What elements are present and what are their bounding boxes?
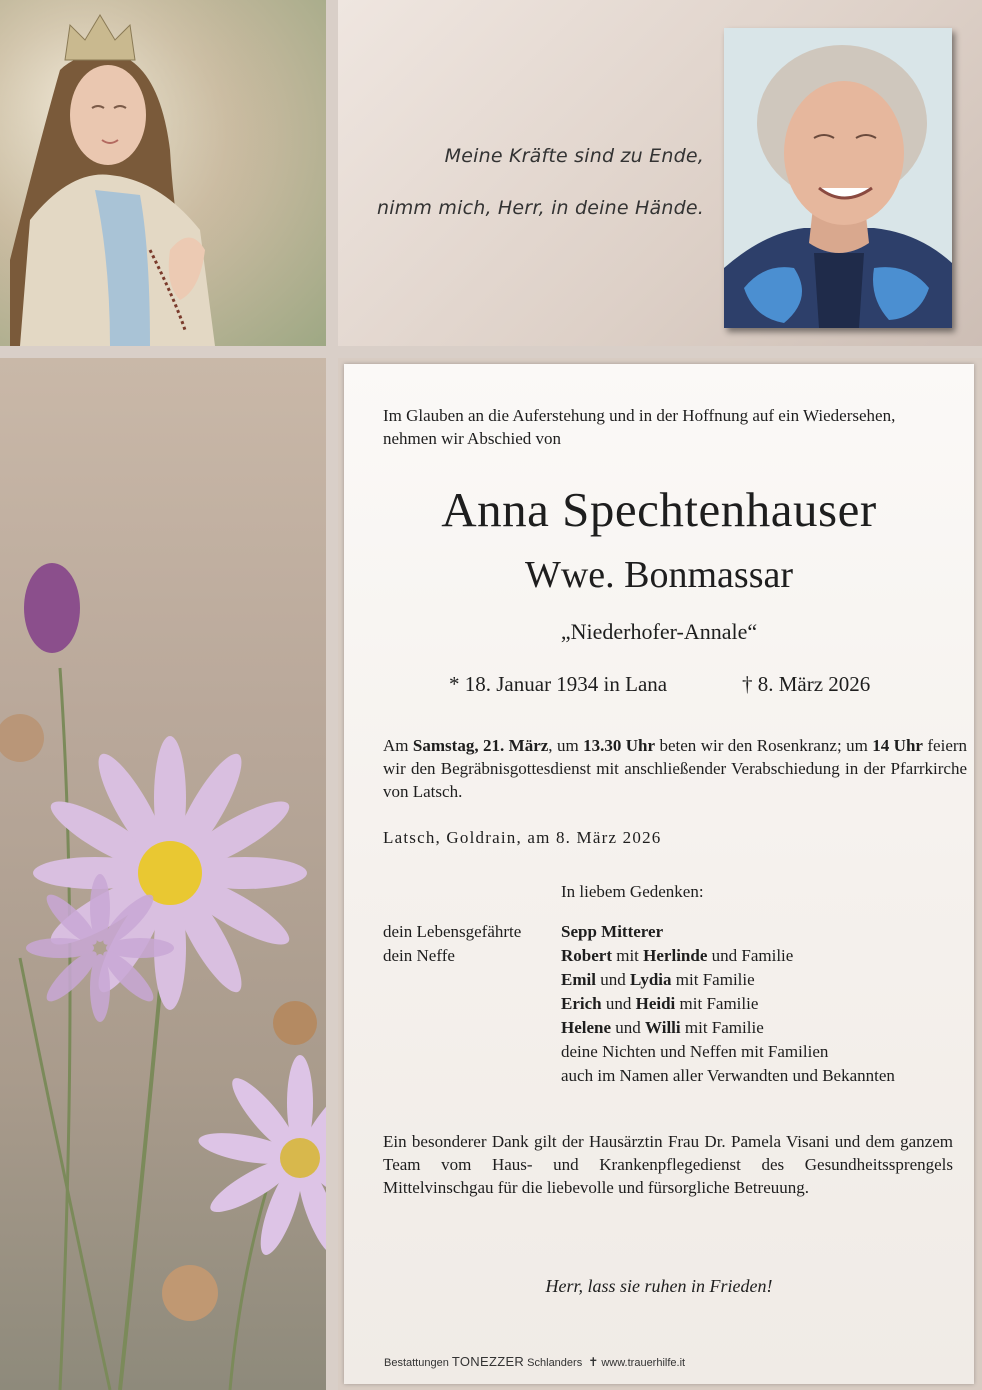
mourner-line: Robert mit Herlinde und Familie xyxy=(561,946,794,965)
widow-of: Wwe. Bonmassar xyxy=(524,554,794,596)
website-link[interactable]: www.trauerhilfe.it xyxy=(601,1357,686,1369)
place-date: Latsch, Goldrain, am 8. März 2026 xyxy=(383,828,662,847)
relation-label-partner: dein Lebensgefährte xyxy=(383,922,522,941)
mourner-line: auch im Namen aller Verwandten und Bekannten xyxy=(561,1066,895,1085)
relation-label-nephew: dein Neffe xyxy=(383,946,455,965)
deceased-name: Anna Spechtenhauser xyxy=(441,482,877,537)
mourner-line: Emil und Lydia mit Familie xyxy=(561,970,755,989)
service-date: Samstag, 21. März xyxy=(412,736,549,755)
mourner-line: Erich und Heidi mit Familie xyxy=(561,994,759,1013)
mourner-line: Sepp Mitterer xyxy=(561,922,664,941)
portrait-photo xyxy=(724,28,952,328)
cross-icon: ✝ xyxy=(588,1355,599,1369)
portrait-illustration xyxy=(724,28,952,328)
madonna-illustration xyxy=(0,0,326,346)
mourner-line: deine Nichten und Neffen mit Familien xyxy=(561,1042,829,1061)
birth-info: * 18. Januar 1934 in Lana xyxy=(449,672,668,696)
daisy-illustration xyxy=(0,358,326,1390)
obituary-text-panel xyxy=(344,364,974,1384)
service-info: Am Samstag, 21. März, um 13.30 Uhr beten wir den Rosenkranz; um 14 Uhr feiern wir den Begräbnisgottesdienst mit anschließender Verabschiedung in der Pfarrkirche von Latsch. xyxy=(383,736,968,801)
intro-text: Im Glauben an die Auferstehung und in der Hoffnung auf ein Wiedersehen, nehmen wir Abschied von xyxy=(383,406,896,448)
quote-line-1: Meine Kräfte sind zu Ende, xyxy=(444,145,704,167)
thanks-text: Ein besonderer Dank gilt der Hausärztin Frau Dr. Pamela Visani und dem ganzem Team vom Haus- und Krankenpflegedienst des Gesundheitssprengels Mittelvinschgau für die liebevolle und fürsorgliche Betreuung. xyxy=(383,1132,953,1197)
mass-time: 14 Uhr xyxy=(872,736,923,755)
flowers-image xyxy=(0,358,326,1390)
funeral-home-brand: TONEZZER xyxy=(451,1354,525,1369)
rosary-time: 13.30 Uhr xyxy=(583,736,656,755)
nickname: „Niederhofer-Annale“ xyxy=(560,619,758,644)
funeral-home-footer: Bestattungen TONEZZER Schlanders ✝ www.trauerhilfe.it xyxy=(384,1354,686,1369)
quote-line-2: nimm mich, Herr, in deine Hände. xyxy=(377,197,704,219)
death-info: † 8. März 2026 xyxy=(742,672,871,696)
closing-prayer: Herr, lass sie ruhen in Frieden! xyxy=(545,1276,773,1296)
memory-heading: In liebem Gedenken: xyxy=(561,882,704,901)
mourner-line: Helene und Willi mit Familie xyxy=(561,1018,764,1037)
madonna-statue-image xyxy=(0,0,326,346)
